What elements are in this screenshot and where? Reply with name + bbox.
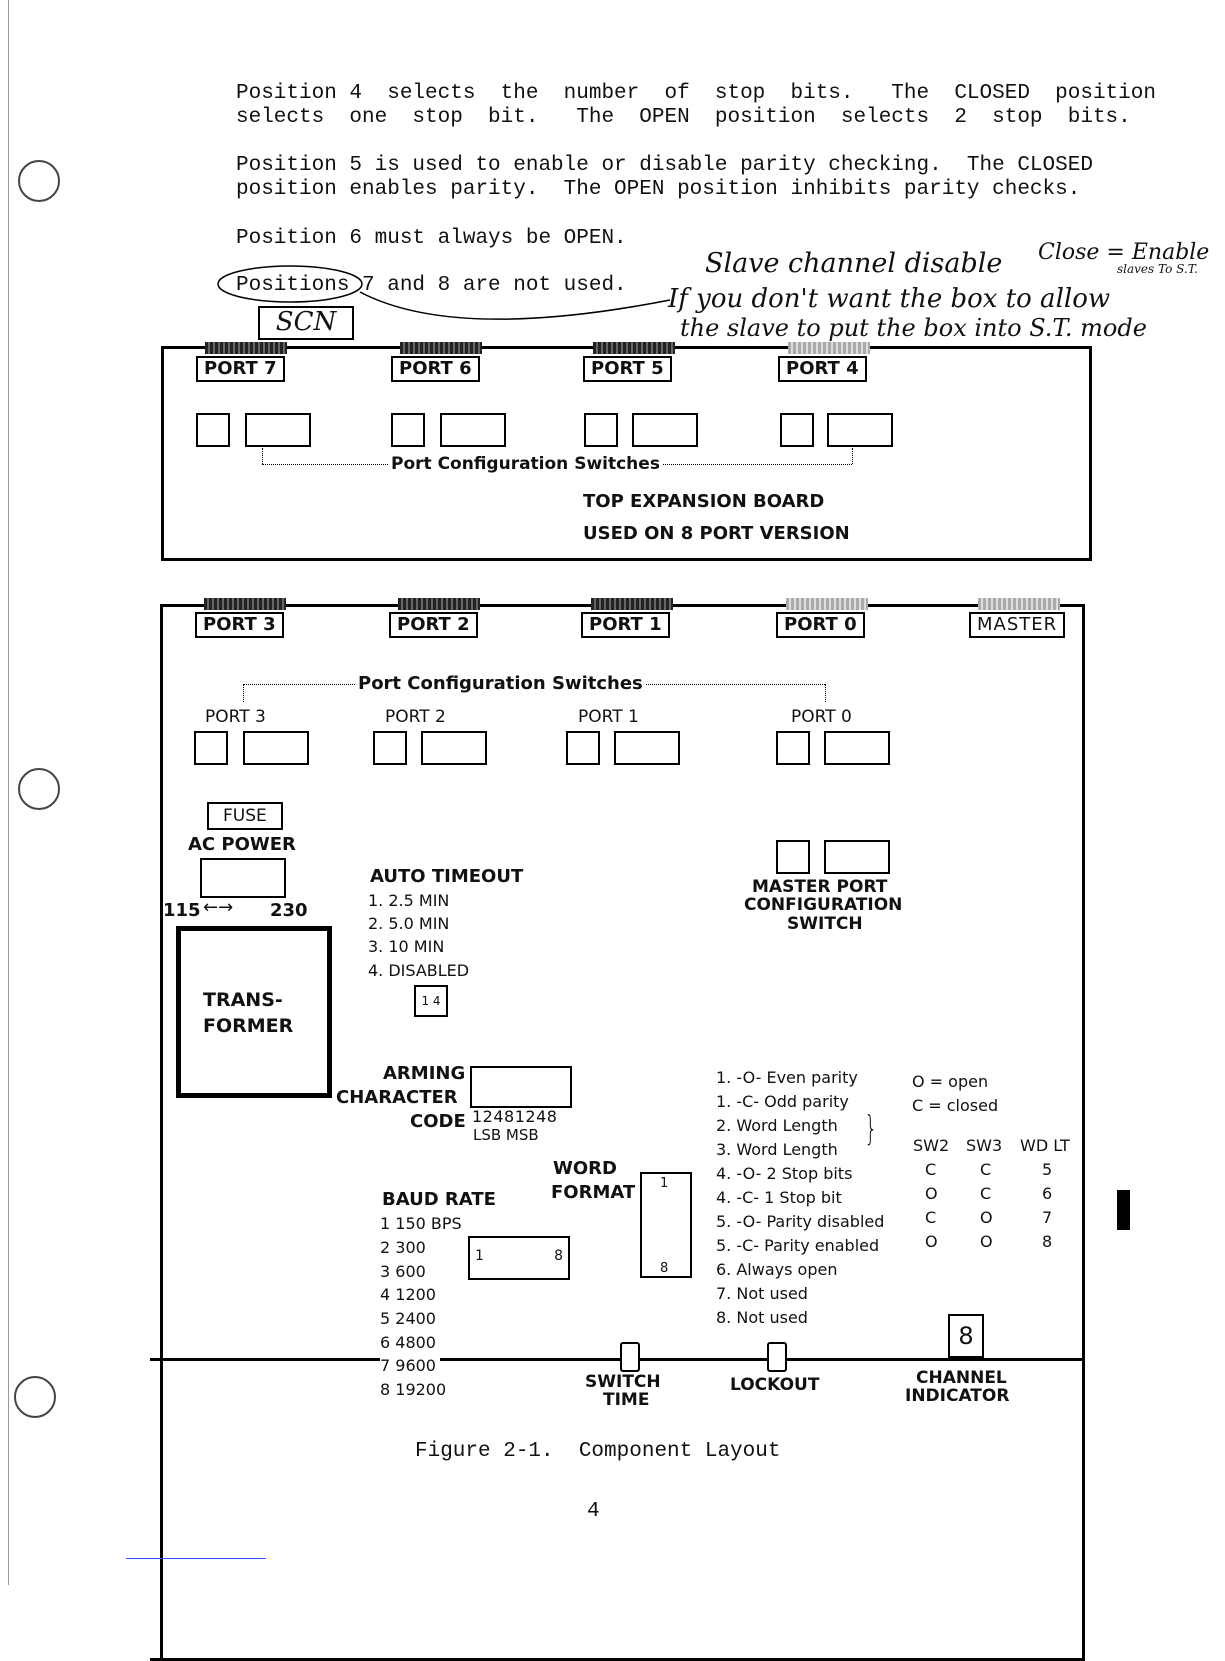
figure-caption: Figure 2-1. Component Layout bbox=[415, 1440, 781, 1463]
word-length-brace: } bbox=[864, 1109, 878, 1149]
port-7-connector bbox=[205, 342, 287, 354]
word-format-item: 7. Not used bbox=[716, 1284, 808, 1303]
master-switch-small bbox=[776, 840, 810, 874]
switch-port-0-label: PORT 0 bbox=[791, 707, 852, 727]
top-switches-label: Port Configuration Switches bbox=[388, 454, 663, 474]
main-switches-bracket-right bbox=[825, 684, 826, 702]
channel-indicator-display bbox=[948, 1314, 984, 1358]
top-switches-bracket-right bbox=[852, 448, 853, 464]
port-0-switch-small bbox=[776, 731, 810, 765]
port-1-switch-large bbox=[614, 731, 680, 765]
page-number: 4 bbox=[587, 1500, 600, 1523]
port-0-switch-large bbox=[824, 731, 890, 765]
port-7-switch-small bbox=[196, 413, 230, 447]
paragraph-position-4-line1: Position 4 selects the number of stop bits. The CLOSED position bbox=[236, 82, 1156, 105]
sw-table-cell: O bbox=[980, 1208, 993, 1227]
arming-label-1: ARMING bbox=[383, 1063, 466, 1084]
paragraph-position-5-line1: Position 5 is used to enable or disable parity checking. The CLOSED bbox=[236, 154, 1093, 177]
port-5-connector bbox=[593, 342, 675, 354]
word-format-switch-top: 1 bbox=[660, 1176, 669, 1191]
master-port-label-3: SWITCH bbox=[787, 914, 863, 934]
transformer-label-1: TRANS- bbox=[203, 989, 283, 1011]
port-3-label: PORT 3 bbox=[195, 612, 284, 638]
sw-table-header-sw2: SW2 bbox=[913, 1136, 950, 1155]
port-3-switch-large bbox=[243, 731, 309, 765]
port-1-switch-small bbox=[566, 731, 600, 765]
voltage-right: 230 bbox=[270, 900, 308, 921]
baud-switch bbox=[468, 1236, 570, 1280]
handwritten-close-enable: Close = Enable bbox=[1038, 240, 1210, 265]
word-format-item: 1. -C- Odd parity bbox=[716, 1092, 849, 1111]
sw-table-header-wdlt: WD LT bbox=[1020, 1136, 1070, 1155]
main-board-left-edge bbox=[160, 604, 163, 1659]
baud-switch-left: 1 bbox=[475, 1248, 484, 1264]
sw-table-header-sw3: SW3 bbox=[966, 1136, 1003, 1155]
auto-timeout-item: 1. 2.5 MIN bbox=[368, 891, 450, 910]
port-4-switch-small bbox=[780, 413, 814, 447]
fuse-label: FUSE bbox=[207, 802, 283, 830]
arming-label-3: CODE bbox=[410, 1111, 466, 1132]
port-1-connector bbox=[591, 598, 673, 610]
port-6-switch-large bbox=[440, 413, 506, 447]
word-format-title-2: FORMAT bbox=[551, 1182, 636, 1203]
switch-port-3-label: PORT 3 bbox=[205, 707, 266, 727]
port-3-switch-small bbox=[194, 731, 228, 765]
main-board-bottom-line bbox=[150, 1358, 1085, 1361]
sw-table-cell: O bbox=[925, 1232, 938, 1251]
master-connector bbox=[978, 598, 1060, 610]
baud-item: 1 150 BPS bbox=[380, 1214, 462, 1233]
auto-timeout-item: 2. 5.0 MIN bbox=[368, 914, 450, 933]
auto-timeout-title: AUTO TIMEOUT bbox=[370, 866, 524, 887]
handwritten-note-line1: If you don't want the box to allow bbox=[668, 284, 1111, 314]
word-format-title-1: WORD bbox=[553, 1158, 617, 1179]
switch-time-label-1: SWITCH bbox=[585, 1372, 661, 1392]
binder-hole-middle bbox=[18, 768, 60, 810]
transformer-box bbox=[176, 926, 332, 1098]
word-format-item: 1. -O- Even parity bbox=[716, 1068, 858, 1087]
sw-table-cell: C bbox=[925, 1208, 937, 1227]
main-board-right-edge bbox=[1082, 604, 1085, 1659]
port-5-switch-small bbox=[584, 413, 618, 447]
channel-indicator-digit: 8 bbox=[958, 1322, 974, 1350]
baud-item: 4 1200 bbox=[380, 1285, 436, 1304]
arming-lsb-msb: LSB MSB bbox=[473, 1126, 539, 1144]
word-format-item: 5. -C- Parity enabled bbox=[716, 1236, 880, 1255]
lockout-label: LOCKOUT bbox=[730, 1375, 820, 1395]
baud-switch-right: 8 bbox=[554, 1248, 563, 1264]
handwritten-scn: SCN bbox=[275, 307, 337, 337]
auto-timeout-item: 3. 10 MIN bbox=[368, 937, 445, 956]
master-switch-large bbox=[824, 840, 890, 874]
port-7-label: PORT 7 bbox=[196, 356, 285, 382]
lockout-knob bbox=[767, 1342, 787, 1372]
top-board-title-1: TOP EXPANSION BOARD bbox=[583, 491, 825, 512]
binder-hole-top bbox=[18, 160, 60, 202]
port-6-switch-small bbox=[391, 413, 425, 447]
arming-label-2: CHARACTER bbox=[336, 1087, 458, 1108]
legend-closed: C = closed bbox=[912, 1096, 999, 1115]
word-format-item: 2. Word Length bbox=[716, 1116, 838, 1135]
sw-table-cell: C bbox=[925, 1160, 937, 1179]
word-format-item: 6. Always open bbox=[716, 1260, 838, 1279]
baud-item: 3 600 bbox=[380, 1262, 426, 1281]
word-format-item: 5. -O- Parity disabled bbox=[716, 1212, 885, 1231]
arming-bits: 12481248 bbox=[472, 1107, 558, 1126]
sw-table-cell: O bbox=[925, 1184, 938, 1203]
main-switches-bracket-left bbox=[243, 684, 244, 702]
ac-power-switch bbox=[200, 858, 286, 898]
voltage-left: 115 bbox=[163, 900, 201, 921]
sw-table-cell: C bbox=[980, 1160, 992, 1179]
master-label: MASTER bbox=[969, 612, 1065, 638]
paragraph-position-5-line2: position enables parity. The OPEN position inhibits parity checks. bbox=[236, 178, 1081, 201]
master-port-label-1: MASTER PORT bbox=[752, 877, 888, 897]
sw-table-cell: 8 bbox=[1042, 1232, 1053, 1251]
handwritten-scn-box bbox=[258, 306, 354, 340]
switch-port-2-label: PORT 2 bbox=[385, 707, 446, 727]
handwritten-note-line2: the slave to put the box into S.T. mode bbox=[680, 314, 1147, 342]
port-4-switch-large bbox=[827, 413, 893, 447]
paragraph-position-4-line2: selects one stop bit. The OPEN position selects 2 stop bits. bbox=[236, 106, 1131, 129]
sw-table-cell: 5 bbox=[1042, 1160, 1053, 1179]
port-3-connector bbox=[204, 598, 286, 610]
paragraph-position-6: Position 6 must always be OPEN. bbox=[236, 227, 627, 250]
baud-item: 2 300 bbox=[380, 1238, 426, 1257]
switch-time-label-2: TIME bbox=[603, 1390, 650, 1410]
port-7-switch-large bbox=[245, 413, 311, 447]
channel-indicator-label-1: CHANNEL bbox=[916, 1368, 1007, 1388]
paragraph-positions-7-8: Positions 7 and 8 are not used. bbox=[236, 274, 627, 297]
sw-table-cell: O bbox=[980, 1232, 993, 1251]
sw-table-cell: 7 bbox=[1042, 1208, 1053, 1227]
auto-timeout-switch: 1 4 bbox=[414, 985, 448, 1017]
port-6-connector bbox=[400, 342, 482, 354]
channel-indicator-label-2: INDICATOR bbox=[905, 1386, 1010, 1406]
switch-port-1-label: PORT 1 bbox=[578, 707, 639, 727]
ac-power-label: AC POWER bbox=[188, 834, 296, 855]
binder-hole-bottom bbox=[14, 1376, 56, 1418]
sw-table-cell: 6 bbox=[1042, 1184, 1053, 1203]
legend-open: O = open bbox=[912, 1072, 989, 1091]
port-0-connector bbox=[786, 598, 868, 610]
port-2-switch-large bbox=[421, 731, 487, 765]
word-format-item: 4. -O- 2 Stop bits bbox=[716, 1164, 853, 1183]
sw-table-cell: C bbox=[980, 1184, 992, 1203]
port-4-connector bbox=[788, 342, 870, 354]
port-5-switch-large bbox=[632, 413, 698, 447]
main-switches-label: Port Configuration Switches bbox=[355, 673, 646, 694]
baud-item: 5 2400 bbox=[380, 1309, 436, 1328]
word-format-item: 3. Word Length bbox=[716, 1140, 838, 1159]
baud-item: 6 4800 bbox=[380, 1331, 440, 1355]
transformer-label-2: FORMER bbox=[203, 1015, 294, 1037]
master-port-label-2: CONFIGURATION bbox=[744, 895, 903, 915]
word-format-item: 4. -C- 1 Stop bit bbox=[716, 1188, 842, 1207]
port-2-label: PORT 2 bbox=[389, 612, 478, 638]
word-format-switch bbox=[640, 1172, 692, 1278]
switch-time-knob bbox=[620, 1342, 640, 1372]
port-2-switch-small bbox=[373, 731, 407, 765]
auto-timeout-item: 4. DISABLED bbox=[368, 961, 470, 980]
baud-rate-title: BAUD RATE bbox=[382, 1189, 496, 1210]
edge-mark bbox=[1117, 1190, 1130, 1230]
handwritten-slave-disable: Slave channel disable bbox=[705, 248, 1003, 279]
port-5-label: PORT 5 bbox=[583, 356, 672, 382]
handwritten-slaves-to: slaves To S.T. bbox=[1117, 262, 1198, 276]
arming-switch bbox=[470, 1066, 572, 1108]
port-4-label: PORT 4 bbox=[778, 356, 867, 382]
port-0-label: PORT 0 bbox=[776, 612, 865, 638]
baud-item: 7 9600 bbox=[380, 1354, 440, 1378]
port-2-connector bbox=[398, 598, 480, 610]
baud-item: 8 19200 bbox=[380, 1380, 447, 1399]
top-board-title-2: USED ON 8 PORT VERSION bbox=[583, 523, 850, 544]
bottom-link-underline bbox=[126, 1558, 266, 1559]
voltage-arrow: ←→ bbox=[203, 897, 234, 918]
word-format-item: 8. Not used bbox=[716, 1308, 808, 1327]
word-format-switch-bottom: 8 bbox=[660, 1261, 669, 1276]
top-switches-bracket-left bbox=[262, 448, 263, 464]
port-1-label: PORT 1 bbox=[581, 612, 670, 638]
port-6-label: PORT 6 bbox=[391, 356, 480, 382]
left-margin-line bbox=[8, 0, 9, 1585]
